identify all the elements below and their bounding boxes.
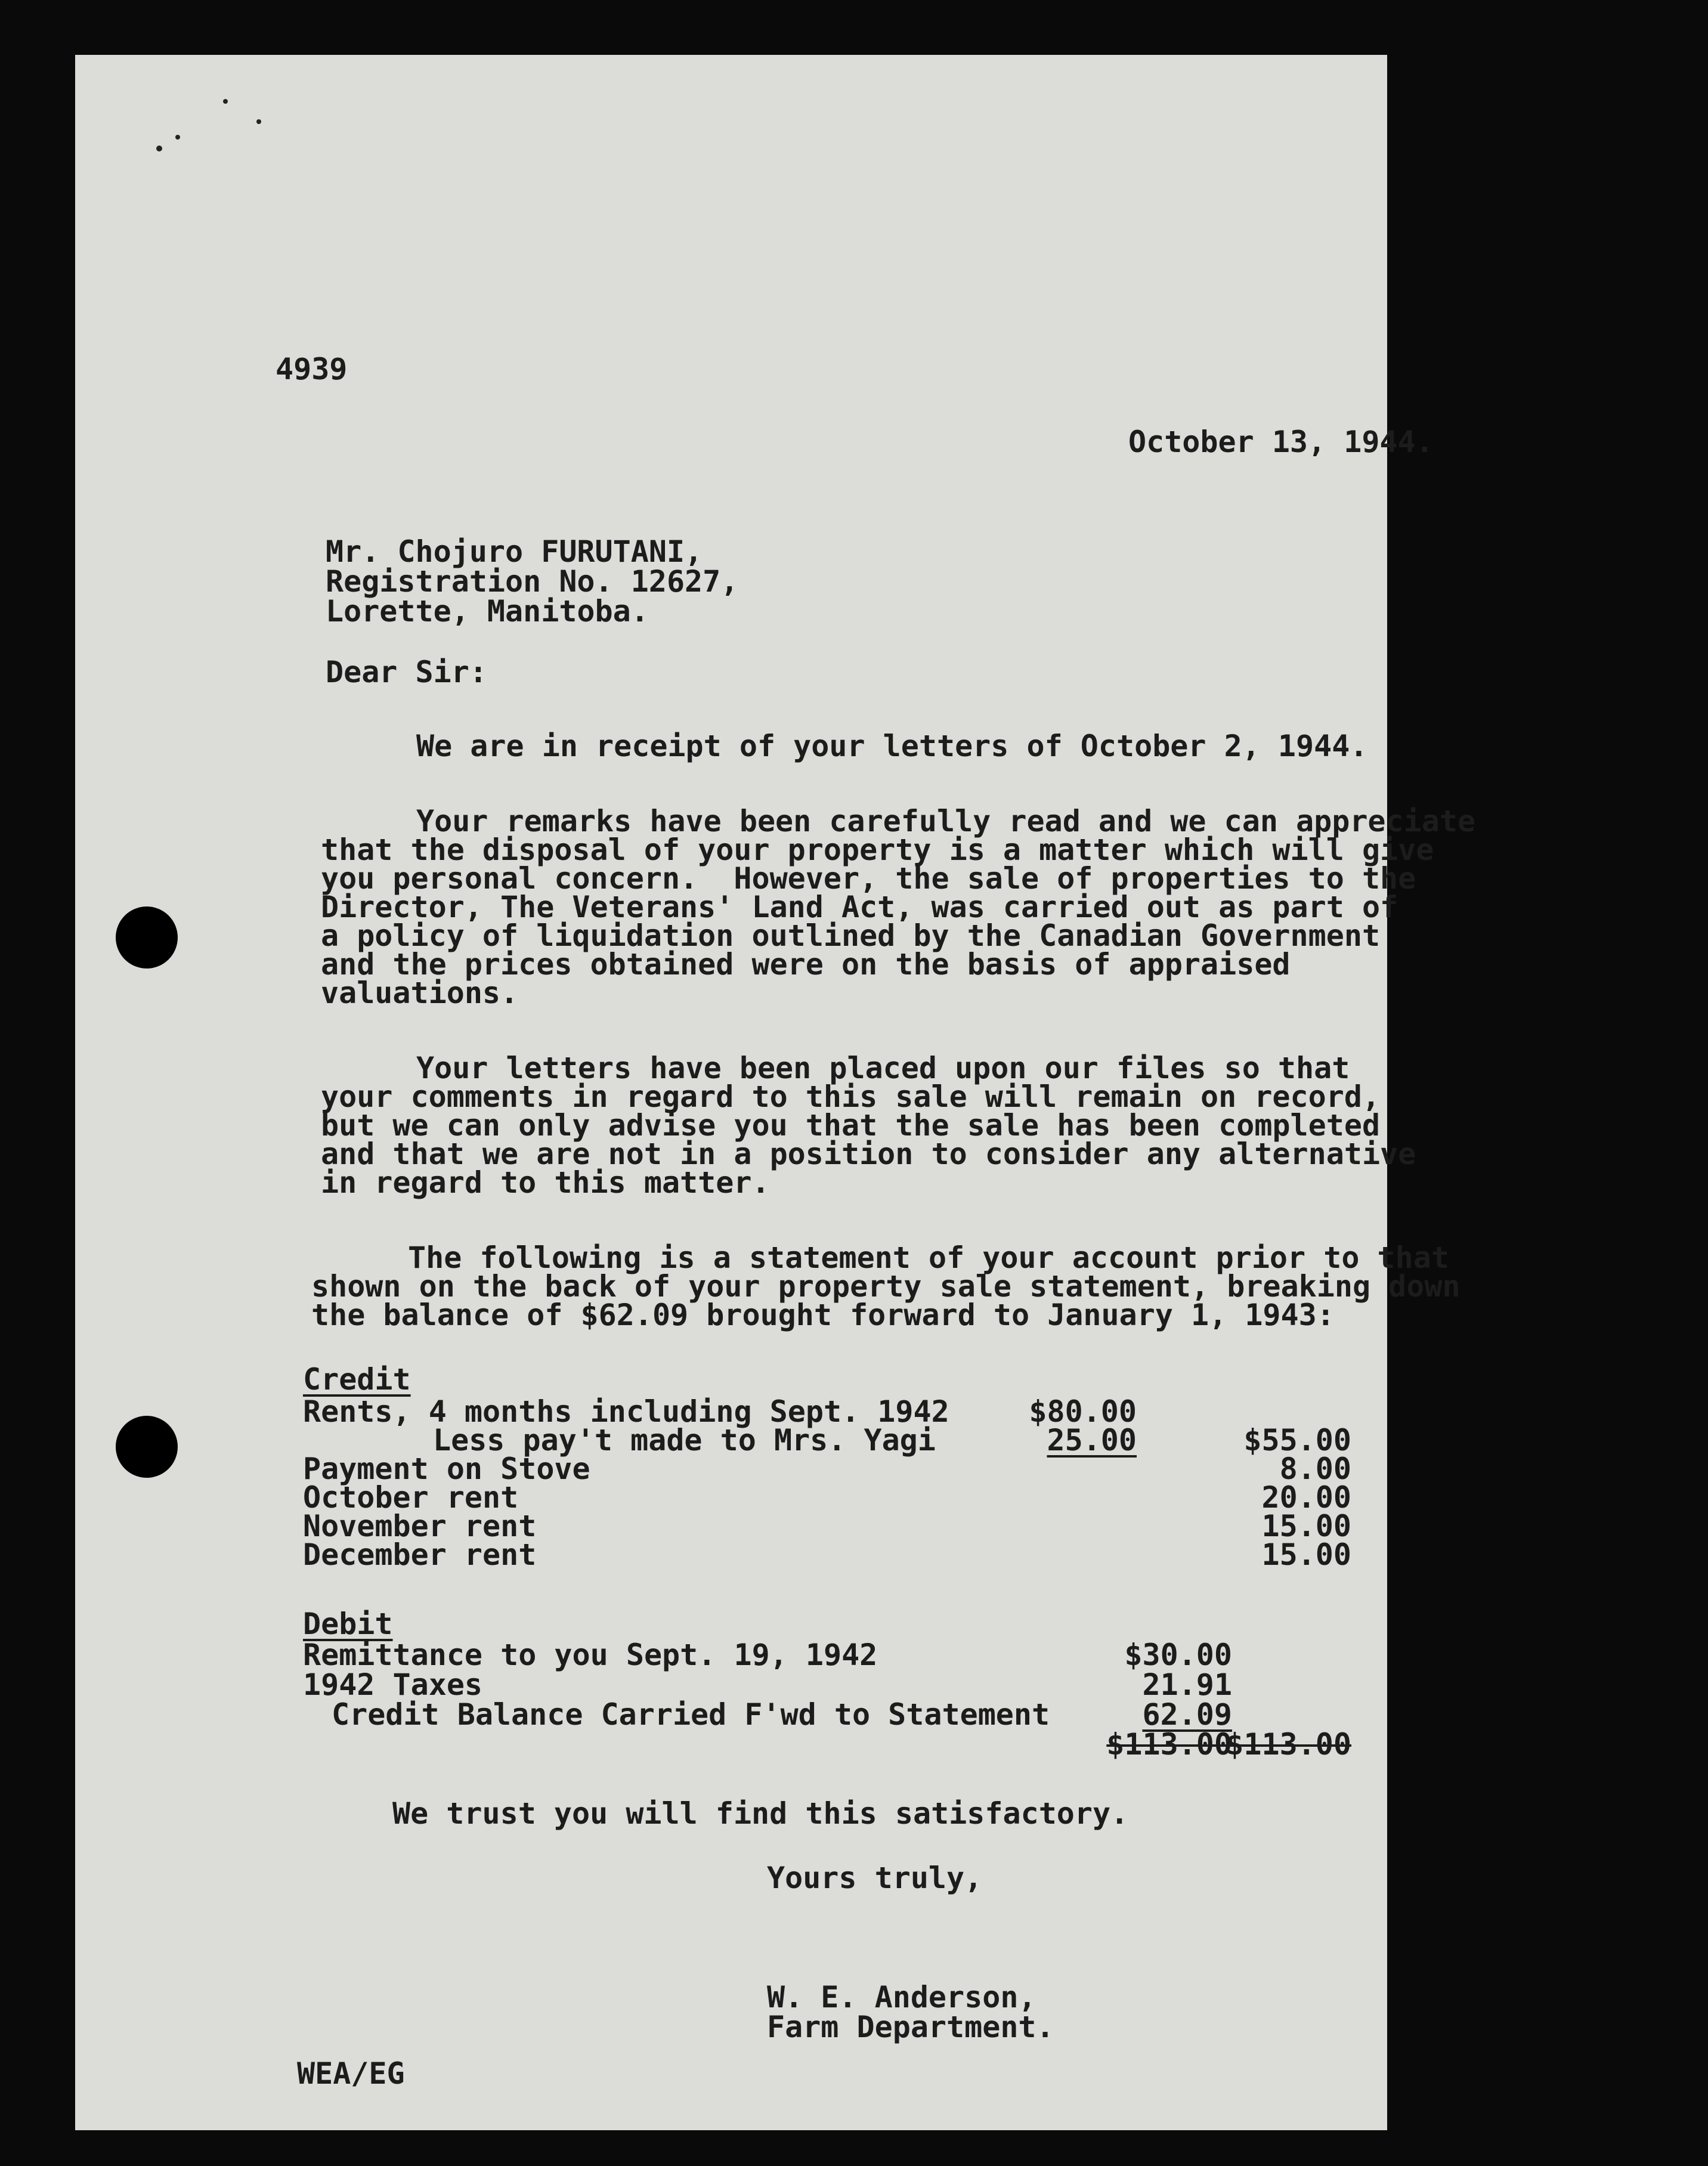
debit-row-label: Credit Balance Carried F'wd to Statement: [332, 1697, 1050, 1732]
file-number: 4939: [276, 352, 348, 386]
credit-row-label: October rent: [303, 1480, 519, 1515]
valediction: Yours truly,: [767, 1861, 983, 1895]
paragraph-line: The following is a statement of your account prior to that: [408, 1240, 1449, 1275]
credit-row-label: November rent: [303, 1509, 537, 1543]
paragraph-line: your comments in regard to this sale will remain on record,: [321, 1079, 1381, 1114]
credit-row-total: 8.00: [1279, 1452, 1351, 1486]
debit-row-amount: $30.00: [1124, 1638, 1232, 1672]
reference-initials: WEA/EG: [297, 2056, 405, 2091]
signer-name: W. E. Anderson,: [767, 1980, 1036, 2015]
paragraph-line: Your letters have been placed upon our files so that: [416, 1051, 1350, 1085]
debit-heading: Debit: [303, 1607, 393, 1641]
paragraph-line: and the prices obtained were on the basis of appraised: [321, 947, 1291, 982]
credit-row-label: Less pay't made to Mrs. Yagi: [433, 1423, 936, 1458]
debit-row-label: Remittance to you Sept. 19, 1942: [303, 1638, 878, 1672]
credit-heading: Credit: [303, 1362, 411, 1397]
paragraph-line: We are in receipt of your letters of October 2, 1944.: [416, 729, 1368, 763]
paragraph-line: shown on the back of your property sale statement, breaking down: [311, 1269, 1461, 1304]
paragraph-line: but we can only advise you that the sale has been completed: [321, 1108, 1381, 1143]
closing-line: We trust you will find this satisfactory.: [392, 1796, 1129, 1831]
paragraph-line: valuations.: [321, 976, 519, 1010]
paper-speck: [175, 135, 180, 140]
paragraph-line: and that we are not in a position to consider any alternative: [321, 1137, 1416, 1171]
punch-hole: [116, 1416, 178, 1478]
credit-row-label: December rent: [303, 1537, 537, 1572]
letter-date: October 13, 1944.: [1128, 425, 1434, 459]
recipient-line: Registration No. 12627,: [326, 564, 739, 599]
salutation: Dear Sir:: [326, 655, 487, 689]
debit-row-amount: 62.09: [1142, 1697, 1232, 1732]
credit-row-total: 15.00: [1261, 1509, 1351, 1543]
paragraph-line: a policy of liquidation outlined by the Canadian Government: [321, 918, 1381, 953]
debit-row-label: 1942 Taxes: [303, 1667, 483, 1702]
recipient-line: Mr. Chojuro FURUTANI,: [326, 534, 703, 569]
paragraph-line: Your remarks have been carefully read and we can appreciate: [416, 804, 1476, 838]
credit-row-total: $55.00: [1243, 1423, 1351, 1458]
signer-department: Farm Department.: [767, 2010, 1054, 2044]
paragraph-line: Director, The Veterans' Land Act, was carried out as part of: [321, 890, 1398, 924]
paper-speck: [156, 146, 162, 151]
paragraph-line: in regard to this matter.: [321, 1165, 770, 1200]
credit-row-total: 15.00: [1261, 1537, 1351, 1572]
credit-row-amount: 25.00: [1047, 1423, 1137, 1458]
credit-total: $113.00: [1226, 1727, 1351, 1762]
recipient-line: Lorette, Manitoba.: [326, 594, 649, 629]
credit-row-label: Payment on Stove: [303, 1452, 590, 1486]
paragraph-line: that the disposal of your property is a matter which will give: [321, 833, 1434, 867]
paragraph-line: you personal concern. However, the sale of properties to the: [321, 861, 1416, 896]
paper-speck: [256, 119, 261, 124]
debit-total: $113.00: [1106, 1727, 1232, 1762]
credit-row-amount: $80.00: [1029, 1394, 1137, 1429]
punch-hole: [116, 906, 178, 968]
credit-row-label: Rents, 4 months including Sept. 1942: [303, 1394, 949, 1429]
credit-row-total: 20.00: [1261, 1480, 1351, 1515]
paper-speck: [223, 99, 228, 104]
document-page: [75, 55, 1476, 2130]
paragraph-line: the balance of $62.09 brought forward to January 1, 1943:: [311, 1298, 1335, 1332]
debit-row-amount: 21.91: [1142, 1667, 1232, 1702]
